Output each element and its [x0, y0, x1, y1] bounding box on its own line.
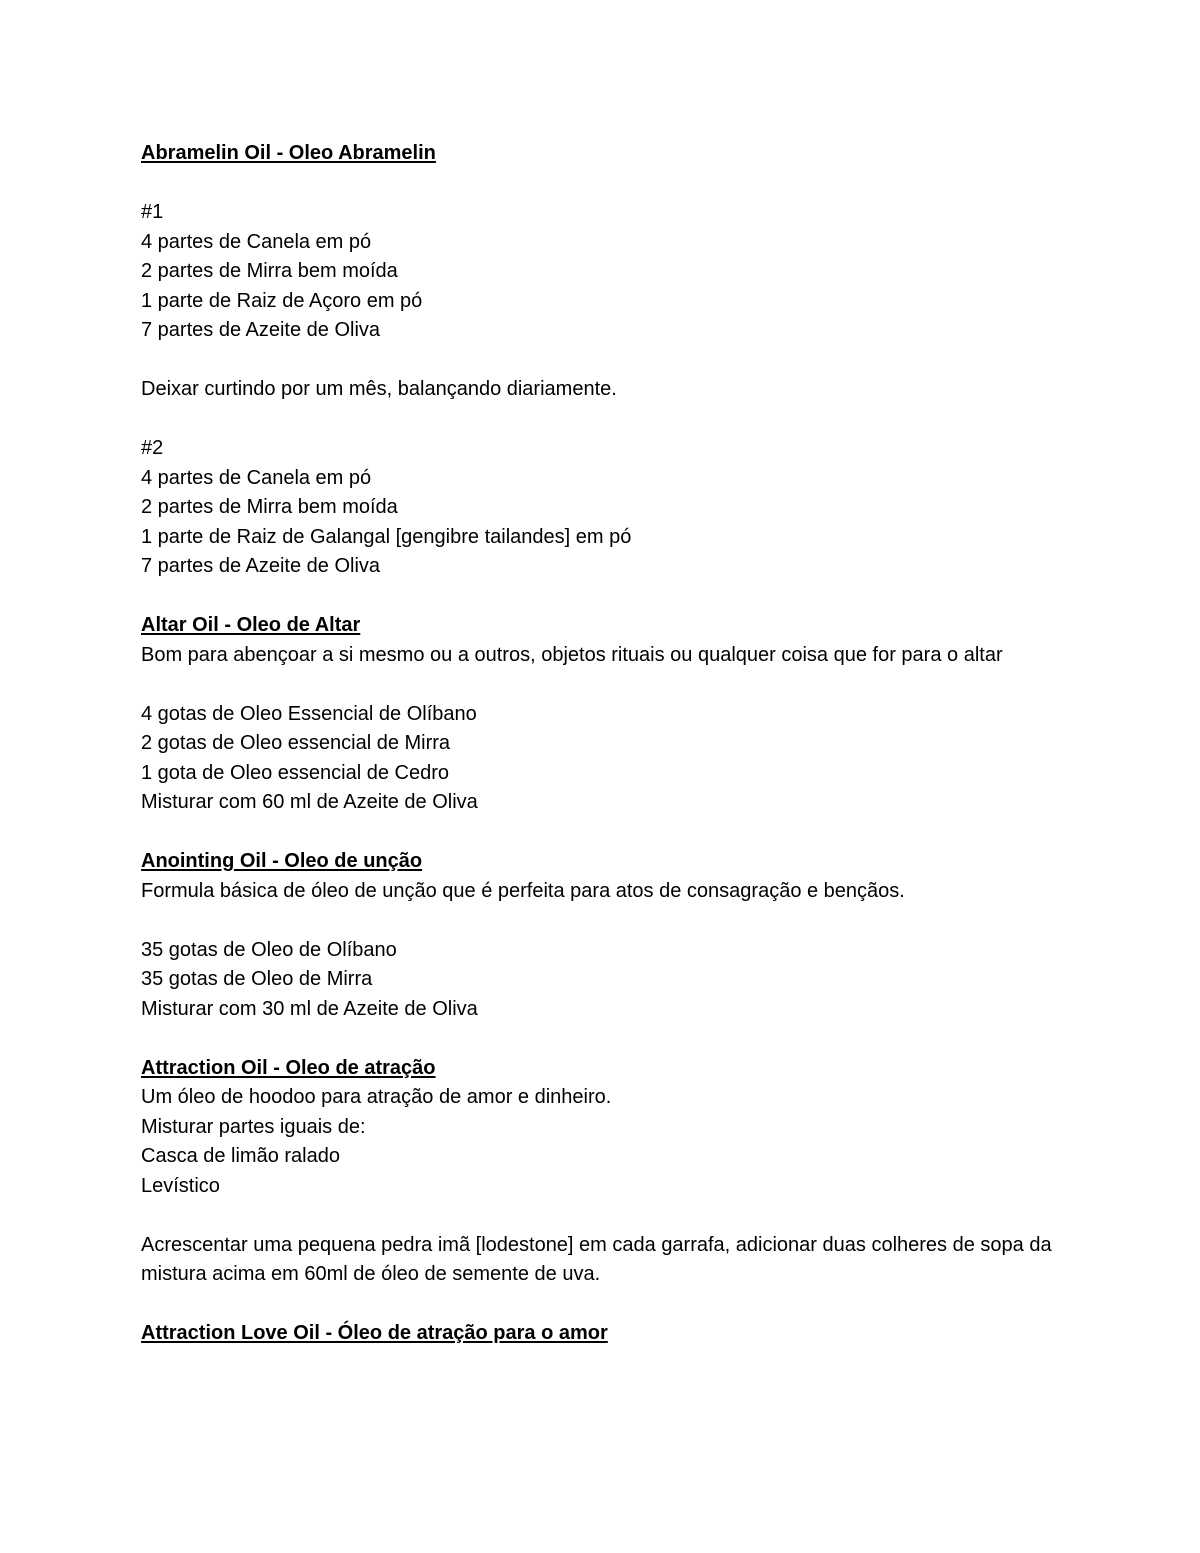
ingredient-line: 35 gotas de Oleo de Mirra: [141, 968, 373, 990]
section-heading-anointing: Anointing Oil - Oleo de unção: [141, 850, 423, 872]
body-line: Misturar partes iguais de:: [141, 1115, 366, 1138]
ingredient-line: 2 partes de Mirra bem moída: [141, 496, 398, 518]
spacer: [141, 582, 1061, 612]
ingredient-line: 2 partes de Mirra bem moída: [141, 260, 398, 282]
section-heading-attraction: Attraction Oil - Oleo de atração: [141, 1056, 436, 1079]
ingredient-line: 35 gotas de Oleo de Olíbano: [141, 938, 397, 961]
section-description: Formula básica de óleo de unção que é perfeita para atos de consagração e bençãos.: [141, 879, 905, 902]
ingredient-line: Casca de limão ralado: [141, 1145, 340, 1167]
ingredient-line: 1 parte de Raiz de Galangal [gengibre tailandes] em pó: [141, 525, 632, 548]
ingredient-line: 4 gotas de Oleo Essencial de Olíbano: [141, 702, 477, 725]
ingredient-line: 7 partes de Azeite de Oliva: [141, 319, 381, 341]
spacer: [141, 906, 1061, 936]
recipe-label: #2: [141, 437, 164, 459]
body-line: Um óleo de hoodoo para atração de amor e dinheiro.: [141, 1086, 612, 1108]
spacer: [141, 1201, 1061, 1231]
ingredient-line: 1 gota de Oleo essencial de Cedro: [141, 761, 449, 784]
instruction-note: Deixar curtindo por um mês, balançando diariamente.: [141, 378, 617, 400]
ingredient-line: 1 parte de Raiz de Açoro em pó: [141, 289, 423, 312]
section-heading-attraction-love: Attraction Love Oil - Óleo de atração para o amor: [141, 1322, 608, 1344]
instruction-note: Acrescentar uma pequena pedra imã [lodestone] em cada garrafa, adicionar duas colheres de sopa da mistura acima em 60ml de óleo de semente de uva.: [141, 1233, 1052, 1285]
ingredient-line: Levístico: [141, 1174, 220, 1197]
ingredient-line: 4 partes de Canela em pó: [141, 466, 372, 489]
spacer: [141, 1290, 1061, 1320]
section-description: Bom para abençoar a si mesmo ou a outros, objetos rituais ou qualquer coisa que for para o altar: [141, 643, 1003, 666]
document-page: [141, 139, 1061, 1349]
section-heading-abramelin: Abramelin Oil - Oleo Abramelin: [141, 142, 436, 164]
recipe-label: #1: [141, 201, 164, 223]
ingredient-line: Misturar com 60 ml de Azeite de Oliva: [141, 791, 478, 813]
spacer: [141, 818, 1061, 848]
spacer: [141, 405, 1061, 435]
ingredient-line: Misturar com 30 ml de Azeite de Oliva: [141, 997, 478, 1020]
ingredient-line: 4 partes de Canela em pó: [141, 230, 372, 253]
ingredient-line: 7 partes de Azeite de Oliva: [141, 555, 381, 577]
ingredient-line: 2 gotas de Oleo essencial de Mirra: [141, 732, 451, 754]
spacer: [141, 670, 1061, 700]
spacer: [141, 346, 1061, 376]
spacer: [141, 169, 1061, 199]
section-heading-altar: Altar Oil - Oleo de Altar: [141, 614, 361, 636]
spacer: [141, 1024, 1061, 1054]
